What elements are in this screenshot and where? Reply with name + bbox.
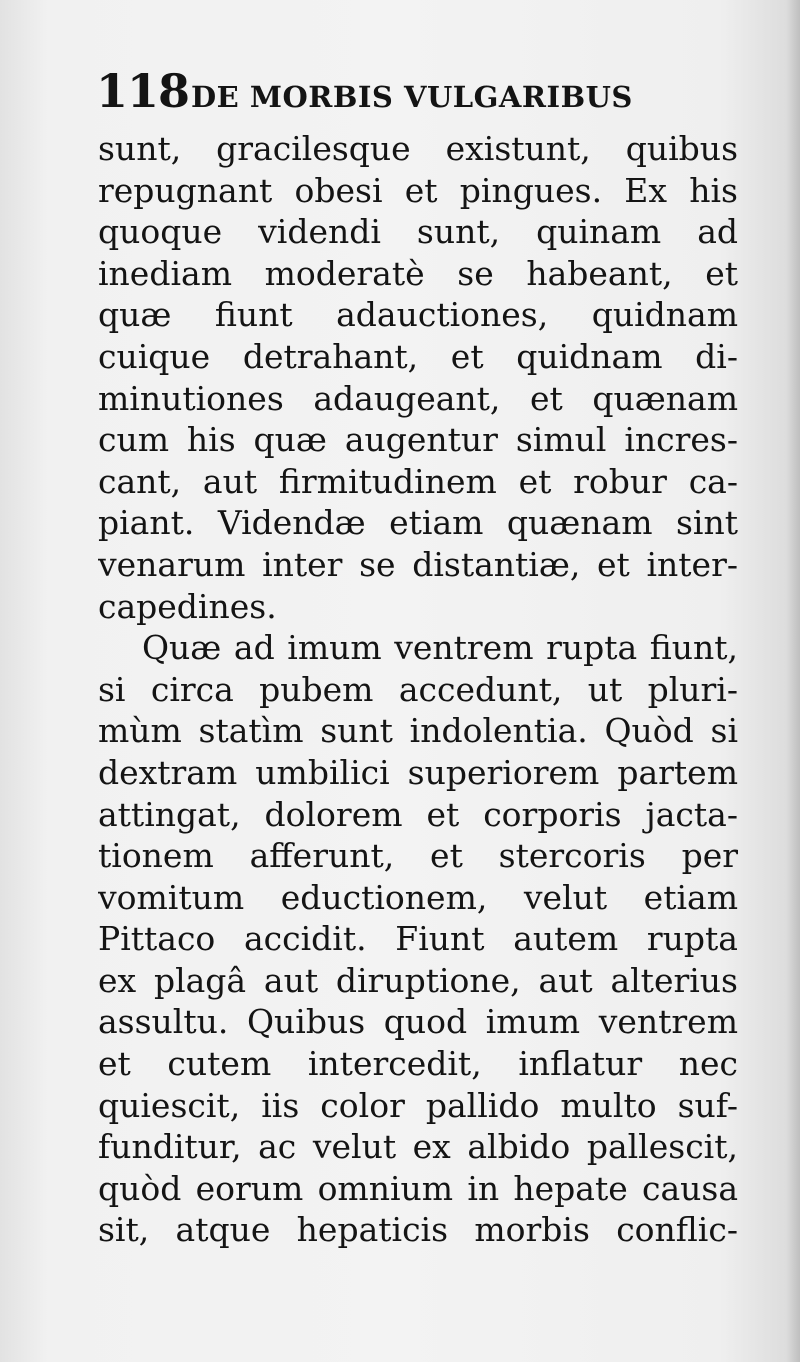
- text-line: sit, atque hepaticis morbis conflic-: [98, 1210, 738, 1250]
- text-line: venarum inter se distantiæ, et inter-: [98, 544, 738, 584]
- text-line: et cutem intercedit, inflatur nec: [98, 1044, 738, 1084]
- text-line: funditur, ac velut ex albido pallescit,: [98, 1127, 738, 1167]
- text-line: vomitum eductionem, velut etiam: [98, 877, 738, 917]
- text-line: repugnant obesi et pingues. Ex his: [98, 170, 738, 210]
- text-line: minutiones adaugeant, et quænam: [98, 378, 738, 418]
- text-line: cum his quæ augentur simul incres-: [98, 420, 738, 460]
- text-line: cuique detrahant, et quidnam di-: [98, 336, 738, 376]
- page-edge-shadow: [786, 0, 800, 1362]
- text-line: Pittaco accidit. Fiunt autem rupta: [98, 919, 738, 959]
- text-line: mùm statìm sunt indolentia. Quòd si: [98, 711, 738, 751]
- text-line: piant. Videndæ etiam quænam sint: [98, 503, 738, 543]
- body-text: [98, 128, 738, 1268]
- text-line: si circa pubem accedunt, ut pluri-: [98, 669, 738, 709]
- text-line: dextram umbilici superiorem partem: [98, 752, 738, 792]
- paragraph-start-line: Quæ ad imum ventrem rupta fiunt,: [142, 628, 738, 668]
- text-line: quòd eorum omnium in hepate causa: [98, 1168, 738, 1208]
- text-line: sunt, gracilesque existunt, quibus: [98, 129, 738, 168]
- text-line: assultu. Quibus quod imum ventrem: [98, 1002, 738, 1042]
- text-line: ex plagâ aut diruptione, aut alterius: [98, 960, 738, 1000]
- text-line: tionem afferunt, et stercoris per: [98, 836, 738, 876]
- text-line: attingat, dolorem et corporis jacta-: [98, 794, 738, 834]
- text-line: cant, aut firmitudinem et robur ca-: [98, 461, 738, 501]
- text-line: quiescit, iis color pallido multo suf-: [98, 1085, 738, 1125]
- text-line: quæ fiunt adauctiones, quidnam: [98, 295, 738, 335]
- paragraph-end-line: capedines.: [98, 586, 277, 626]
- text-line: quoque videndi sunt, quinam ad: [98, 212, 738, 252]
- text-line: inediam moderatè se habeant, et: [98, 253, 738, 293]
- running-head: DE MORBIS VULGARIBUS: [191, 80, 633, 114]
- page-header: [96, 64, 676, 120]
- page-number: 118: [96, 64, 190, 118]
